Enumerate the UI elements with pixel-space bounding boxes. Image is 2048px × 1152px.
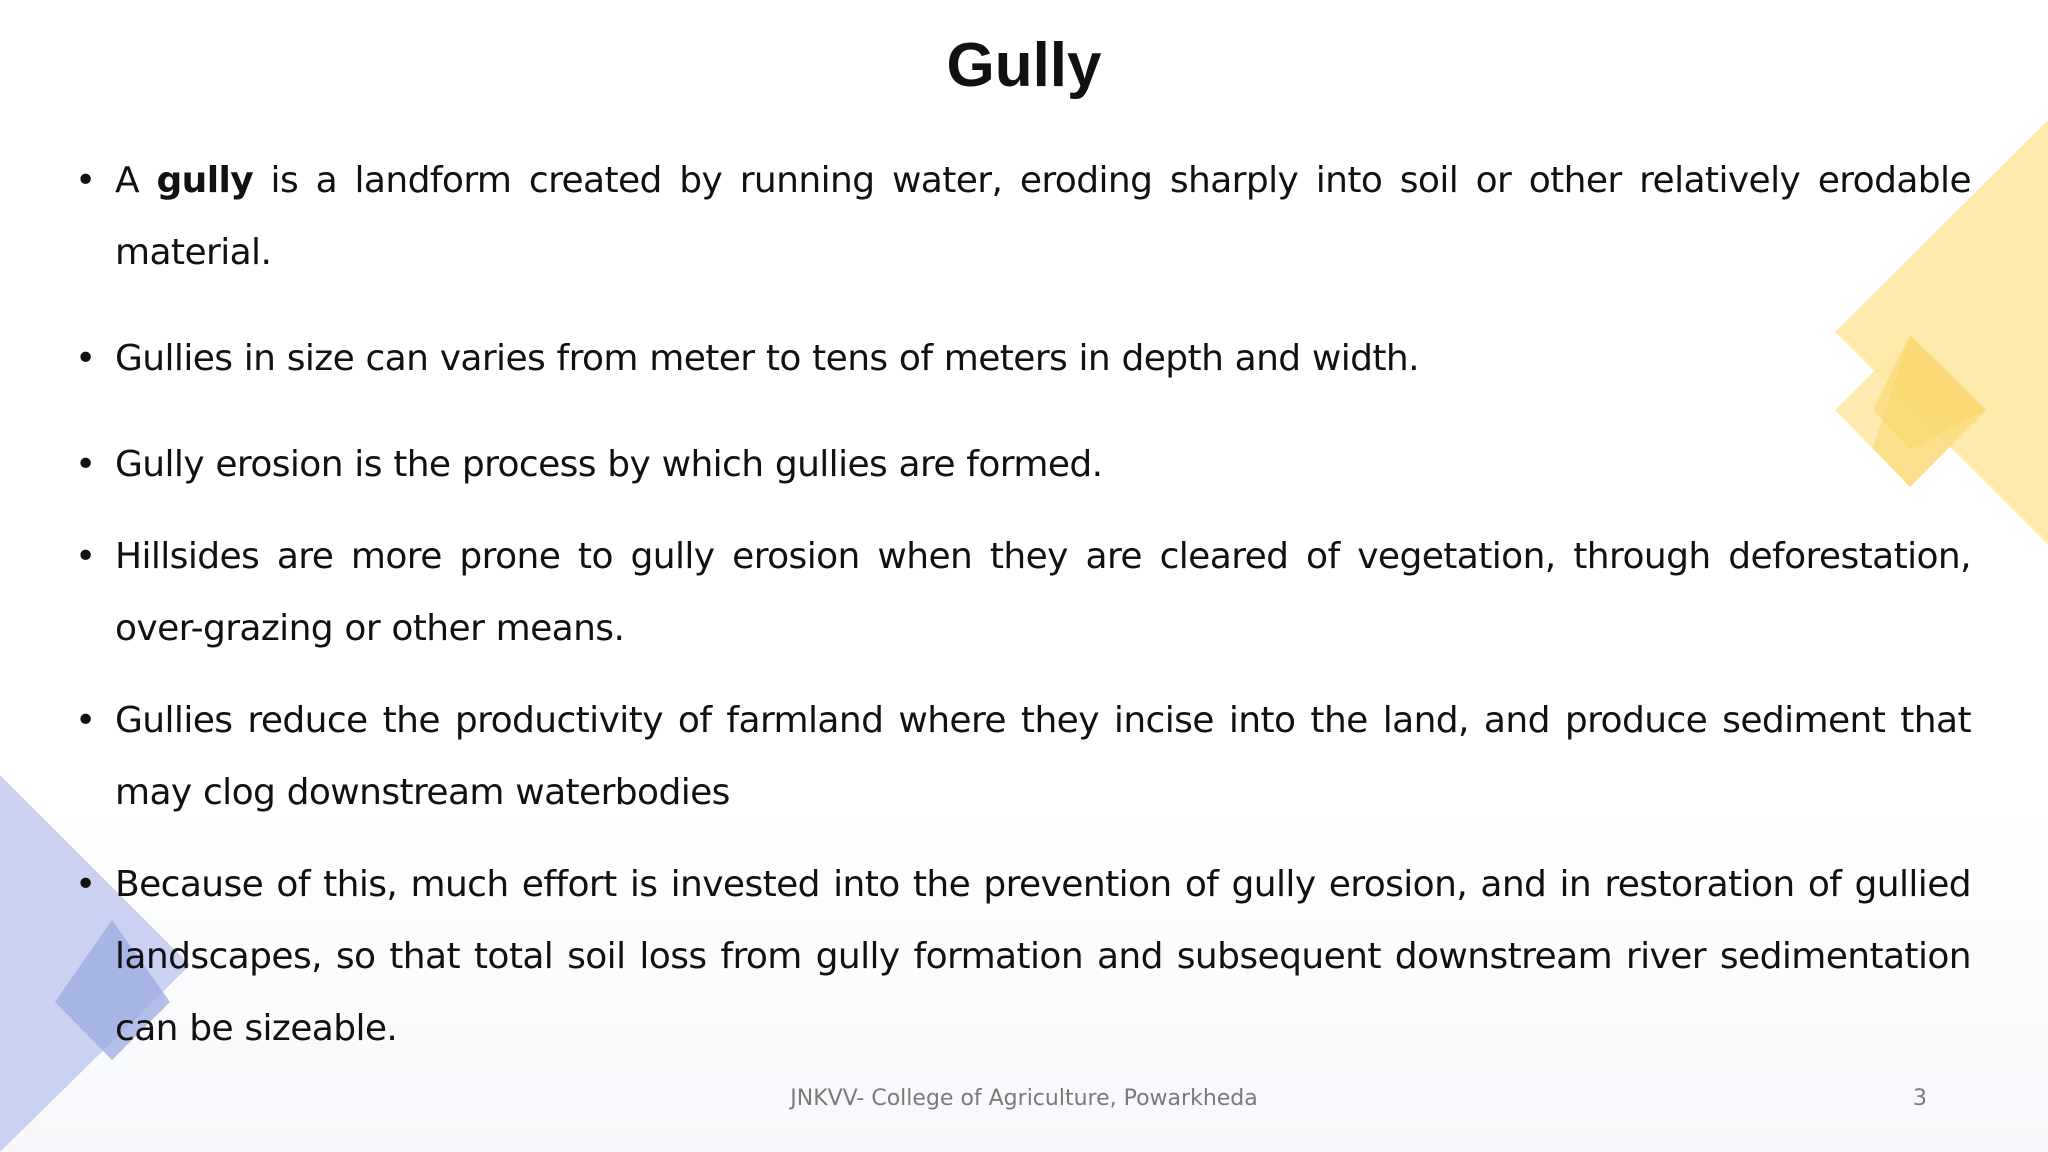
bullet-text: Gullies in size can varies from meter to tens of meters in depth and width. (115, 338, 1419, 379)
bullet-text: Gullies reduce the productivity of farmland where they incise into the land, and produce sediment that may clog downstream waterbodies (115, 700, 1971, 813)
bullet-item (75, 145, 1971, 289)
bullet-bold-term: gully (156, 160, 254, 201)
slide-title: Gully (946, 31, 1102, 100)
bullet-prefix: A (115, 160, 157, 201)
bullet-text: is a landform created by running water, eroding sharply into soil or other relatively erodable material. (115, 160, 1971, 273)
bullet-text: Gully erosion is the process by which gullies are formed. (115, 444, 1103, 485)
bullet-text: Hillsides are more prone to gully erosion when they are cleared of vegetation, through deforestation, over-grazing or other means. (115, 536, 1971, 649)
bullet-item (75, 685, 1971, 829)
bullet-item (75, 429, 1971, 501)
bullet-item (75, 323, 1971, 395)
bullet-list (75, 145, 1971, 1065)
page-number: 3 (1913, 1086, 1927, 1111)
bullet-item (75, 521, 1971, 665)
bullet-item (75, 849, 1971, 1065)
bullet-text: Because of this, much effort is invested into the prevention of gully erosion, and in restoration of gullied landscapes, so that total soil loss from gully formation and subsequent downstream river sedimentation can be sizeable. (115, 864, 1971, 1049)
footer-institution: JNKVV- College of Agriculture, Powarkheda (790, 1086, 1258, 1111)
